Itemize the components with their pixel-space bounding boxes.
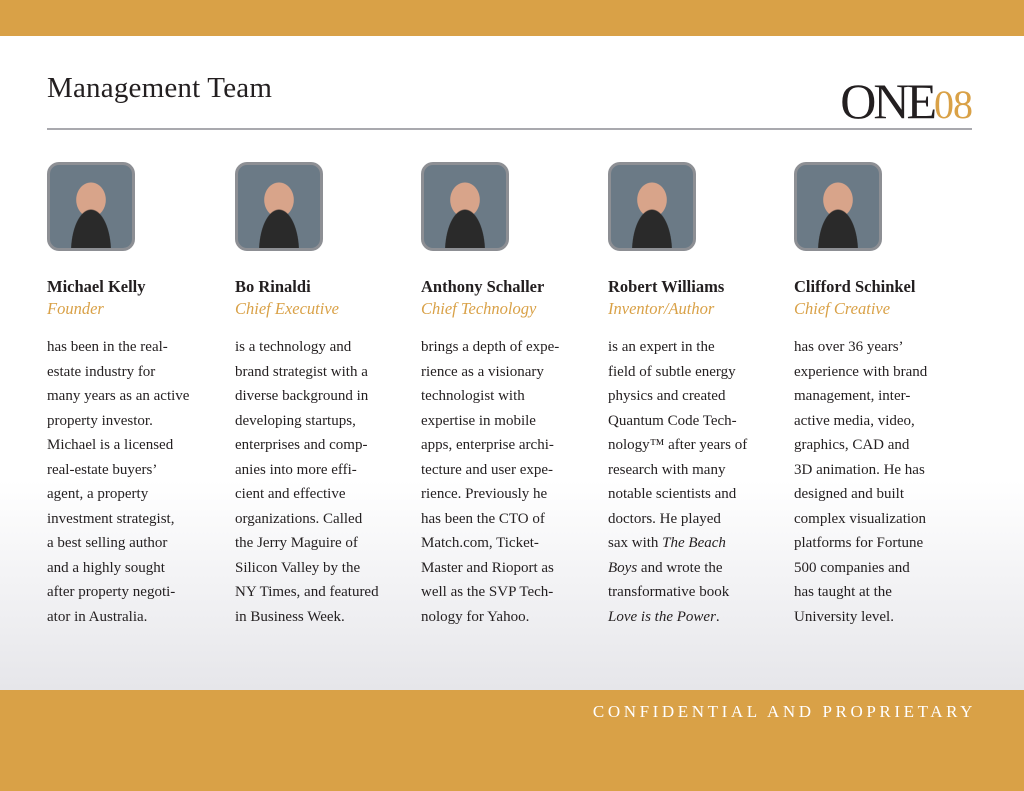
bio-text: doctors. He played — [608, 510, 721, 527]
bio-line — [794, 384, 974, 409]
bio-line — [794, 556, 974, 581]
bio-text: Master and Rioport as — [421, 559, 554, 576]
bio-line — [47, 360, 227, 385]
bio-text: a best selling author — [47, 535, 168, 551]
bio-text: transformative book — [608, 584, 730, 600]
bio-text: agent, a property — [47, 486, 149, 502]
bio-text: the Jerry Maguire of — [235, 535, 358, 551]
bio-text: . — [715, 608, 720, 625]
member-photo — [47, 162, 135, 251]
bio-line — [421, 556, 601, 581]
bio-line — [235, 409, 415, 434]
bio-line — [47, 458, 227, 483]
confidential-notice: CONFIDENTIAL AND PROPRIETARY — [592, 702, 976, 721]
bio-line — [794, 482, 974, 507]
member-role: Inventor/Author — [608, 299, 715, 318]
bio-line — [47, 556, 227, 581]
bio-line — [235, 482, 415, 507]
bio-line — [421, 458, 601, 483]
bio-line — [235, 507, 415, 532]
member-bio — [794, 335, 974, 629]
bio-line — [235, 335, 415, 360]
bio-text: is an expert in the — [608, 339, 715, 355]
bio-text: anies into more effi- — [235, 461, 357, 478]
bio-line — [421, 580, 601, 605]
bio-text: property investor. — [47, 412, 153, 429]
bio-line — [608, 482, 788, 507]
team-member — [235, 162, 415, 629]
bio-line — [421, 482, 601, 507]
team-member — [421, 162, 601, 629]
bio-text: developing startups, — [235, 412, 356, 429]
bio-line — [421, 384, 601, 409]
bio-text: management, inter- — [794, 388, 911, 404]
bio-line — [794, 531, 974, 556]
bio-line — [47, 409, 227, 434]
bio-text: apps, enterprise archi- — [421, 437, 554, 453]
bio-line — [235, 556, 415, 581]
bio-text: has taught at the — [794, 584, 892, 600]
bio-line — [47, 335, 227, 360]
bio-text: research with many — [608, 461, 726, 478]
bio-line — [421, 507, 601, 532]
bio-line — [235, 384, 415, 409]
member-photo — [421, 162, 509, 251]
logo-number: 08 — [934, 82, 972, 127]
member-name: Clifford Schinkel — [794, 277, 916, 296]
bio-line — [421, 605, 601, 630]
member-name: Bo Rinaldi — [235, 277, 311, 296]
bio-text: tecture and user expe- — [421, 461, 554, 478]
bio-text: graphics, CAD and — [794, 437, 910, 453]
bio-text: well as the SVP Tech- — [421, 584, 554, 600]
bio-text: field of subtle energy — [608, 363, 736, 380]
bio-line — [235, 433, 415, 458]
bio-line — [235, 458, 415, 483]
bio-line — [608, 433, 788, 458]
bio-text: real-estate buyers’ — [47, 461, 158, 478]
bio-line — [235, 531, 415, 556]
bio-line — [608, 531, 788, 556]
bio-text: in Business Week. — [235, 608, 345, 625]
logo-word: ONE — [840, 73, 934, 129]
bio-line — [47, 580, 227, 605]
bio-text: diverse background in — [235, 388, 369, 404]
bio-line — [794, 580, 974, 605]
bio-text: University level. — [794, 608, 894, 625]
bio-text: 500 companies and — [794, 559, 910, 576]
bio-line — [794, 360, 974, 385]
member-role: Chief Executive — [235, 299, 339, 318]
bio-line — [608, 458, 788, 483]
bio-text: and wrote the — [637, 559, 723, 576]
bio-text: Michael is a licensed — [47, 437, 174, 453]
member-photo — [235, 162, 323, 251]
member-name: Anthony Schaller — [421, 277, 545, 296]
bio-line — [608, 409, 788, 434]
bio-text: enterprises and comp- — [235, 437, 368, 453]
bio-text: cient and effective — [235, 486, 346, 502]
bio-text: technologist with — [421, 388, 525, 404]
member-name: Michael Kelly — [47, 277, 146, 296]
bio-line — [235, 605, 415, 630]
bio-line — [608, 360, 788, 385]
bio-text: platforms for Fortune — [794, 535, 924, 551]
bio-line — [421, 531, 601, 556]
member-bio — [47, 335, 227, 629]
bio-text: ator in Australia. — [47, 608, 148, 625]
member-role: Chief Creative — [794, 299, 891, 318]
bio-text: NY Times, and featured — [235, 584, 379, 600]
member-bio — [421, 335, 601, 629]
bio-text: physics and created — [608, 388, 726, 404]
bio-line — [794, 605, 974, 630]
title-divider — [47, 128, 972, 130]
bio-text: complex visualization — [794, 510, 927, 527]
team-member — [47, 162, 227, 629]
bio-line — [608, 556, 788, 581]
bio-text: is a technology and — [235, 339, 352, 355]
bio-line — [47, 507, 227, 532]
member-bio — [235, 335, 415, 629]
bio-text: rience. Previously he — [421, 486, 548, 502]
member-bio — [608, 335, 788, 629]
member-role: Chief Technology — [421, 299, 537, 318]
bio-line — [794, 433, 974, 458]
bio-text: has over 36 years’ — [794, 339, 904, 355]
bio-line — [794, 409, 974, 434]
header-bar — [0, 0, 1024, 36]
bio-italic-text: Love is the Power — [608, 608, 716, 625]
bio-text: rience as a visionary — [421, 363, 544, 380]
member-photo — [794, 162, 882, 251]
bio-text: estate industry for — [47, 363, 156, 380]
bio-line — [608, 335, 788, 360]
bio-text: Silicon Valley by the — [235, 559, 361, 576]
bio-text: has been in the real- — [47, 339, 168, 355]
bio-line — [47, 531, 227, 556]
bio-text: expertise in mobile — [421, 412, 536, 429]
company-logo — [840, 75, 972, 127]
bio-text: nology for Yahoo. — [421, 608, 530, 625]
bio-text: Quantum Code Tech- — [608, 412, 737, 429]
bio-text: 3D animation. He has — [794, 461, 925, 478]
bio-text: and a highly sought — [47, 559, 165, 576]
bio-line — [235, 360, 415, 385]
bio-line — [608, 605, 788, 630]
bio-text: after property negoti- — [47, 584, 176, 600]
bio-text: notable scientists and — [608, 486, 737, 502]
bio-line — [608, 507, 788, 532]
bio-line — [235, 580, 415, 605]
team-member — [794, 162, 974, 629]
team-member — [608, 162, 788, 629]
bio-text: investment strategist, — [47, 510, 175, 527]
bio-text: experience with brand — [794, 363, 928, 380]
page-title: Management Team — [47, 72, 273, 104]
bio-line — [608, 384, 788, 409]
footer-bar — [0, 690, 1024, 791]
bio-line — [47, 433, 227, 458]
bio-line — [794, 507, 974, 532]
bio-line — [608, 580, 788, 605]
bio-line — [47, 482, 227, 507]
bio-line — [421, 335, 601, 360]
bio-text: nology™ after years of — [608, 437, 748, 453]
member-role: Founder — [47, 299, 104, 318]
bio-text: has been the CTO of — [421, 510, 545, 527]
bio-text: many years as an active — [47, 388, 190, 404]
bio-text: sax with — [608, 535, 663, 551]
bio-line — [794, 335, 974, 360]
bio-line — [421, 360, 601, 385]
bio-line — [47, 605, 227, 630]
bio-text: organizations. Called — [235, 510, 363, 527]
bio-text: brand strategist with a — [235, 363, 368, 380]
member-photo — [608, 162, 696, 251]
bio-text: designed and built — [794, 486, 904, 502]
member-name: Robert Williams — [608, 277, 725, 296]
bio-line — [47, 384, 227, 409]
bio-line — [421, 409, 601, 434]
bio-text: Match.com, Ticket- — [421, 535, 539, 551]
bio-line — [421, 433, 601, 458]
bio-italic-text: Boys — [608, 559, 638, 576]
bio-text: active media, video, — [794, 412, 915, 429]
bio-line — [794, 458, 974, 483]
bio-text: brings a depth of expe- — [421, 339, 560, 355]
bio-italic-text: The Beach — [662, 535, 726, 551]
